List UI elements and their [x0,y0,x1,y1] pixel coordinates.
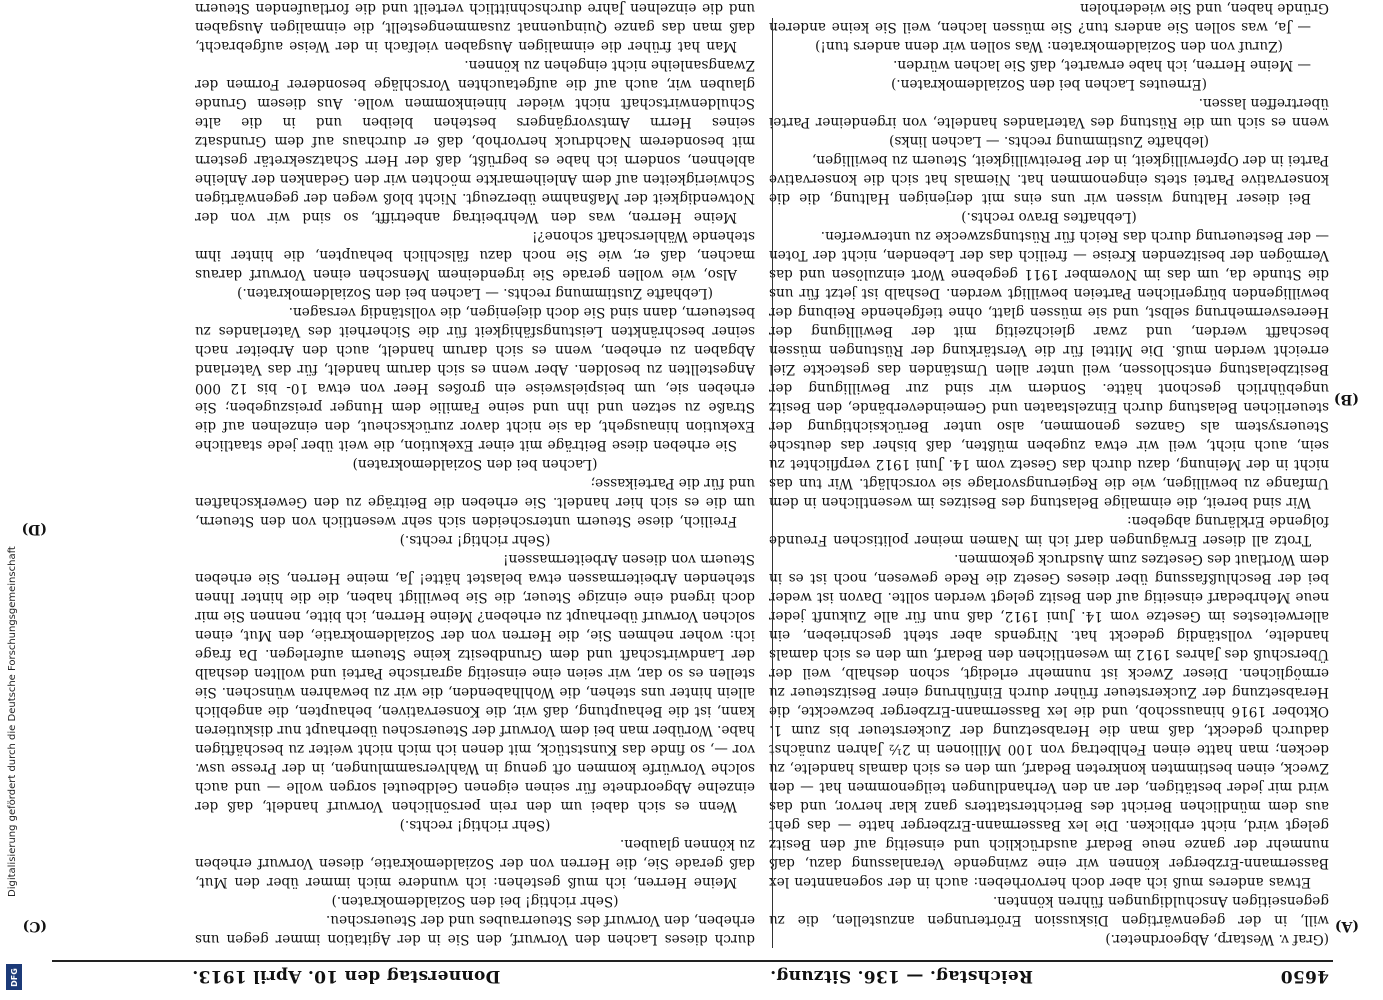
dfg-logo-text: DFG [9,967,19,987]
page-number: 4650 [1280,966,1329,986]
session-title: Reichstag. — 136. Sitzung. [769,966,1033,986]
paragraph: Meine Herren, ich muß gestehen: ich wundere mich immer über den Mut, daß gerade Sie, die Herren von der Sozialdemokratie, diesen Vorwurf erheben zu können glauben. [195,836,755,890]
margin-marker-b: (B) [1333,391,1359,407]
paragraph: — Meine Herren, ich habe erwartet, daß Sie lachen würden. [893,57,1311,73]
header-rule [52,960,1333,962]
paragraph: Bei dieser Haltung wissen wir uns eins mit derjenigen Haltung, die die konservative Partei stets eingenommen hat. Niemals hat sich die konservative Partei in der Opferwilligkeit, in der Bereitwilligkeit, Steuern zu bewilligen, [769,152,1329,206]
interjection: (Erneutes Lachen bei den Sozialdemokraten.) [891,76,1207,92]
left-column [769,0,1329,948]
paragraph: durch dieses Lachen den Vorwurf, den Sie in der Agitation immer gegen uns erheben, den Vorwurf des Steuerraubes und der Steuerscheu. [195,912,755,947]
margin-marker-c: (C) [22,918,47,934]
interjection: (lebhafte Zustimmung rechts. — Lachen links) [889,133,1209,149]
margin-marker-d: (D) [21,521,47,537]
column-divider [772,18,773,948]
scanned-page [21,0,1363,992]
interjection: (Sehr richtig! bei den Sozialdemokraten.) [331,893,619,909]
right-column [195,0,755,948]
paragraph: Etwas anderes muß ich aber doch hervorheben: auch in der sogenannten lex Bassermann-Erzberger können wir eine zwingende Veranlassung dazu, daß nunmehr der ganze neue Bedarf ausdrücklich und einseitig auf den Besitz gelegt wird, nicht erblicken. Die lex Bassermann-Erzberger hatte — das geht aus dem mündlichen Bericht des Berichterstatters ganz klar hervor, und das wird mir jeder bestätigen, der an den Verhandlungen teilgenommen hat — den Zweck, einen bestimmten konkreten Bedarf, um den es sich damals handelte, zu decken; man hatte einen Fehlbetrag von 100 Millionen in 2½ Jahren zunächst dadurch gedeckt, daß man die Herabsetzung der Zuckersteuer bis zum 1. Oktober 1916 hinausschob, und die lex Bassermann-Erzberger bezweckte, die Herabsetzung der Zuckersteuer früher durch Einführung einer Besitzsteuer zu ermöglichen. Dieser Zweck ist nunmehr erledigt, schon deshalb, weil der Überschuß des Jahres 1912 im wesentlichen den Bedarf, um den es sich damals handelte, vollständig gedeckt hat. Nirgends aber steht geschrieben, ein allerweitestes im Gesetze vom 14. Juni 1912, daß nun für alle Zukunft jeder neue Mehrbedarf einseitig auf den Besitz gelegt werden sollte. Davon ist weder bei der Beschlußfassung über dieses Gesetz die Rede gewesen, noch ist es in dem Wortlaut des Gesetzes zum Ausdruck gekommen. [769,551,1329,890]
paragraph: Wenn es sich dabei um den rein persönlichen Vorwurf handelt, daß der einzelne Abgeordnete für seinen eigenen Geldbeutel sorgen wolle — und auch solche Vorwürfe kommen oft genug in Wahlversammlungen, in der Presse usw. vor —, so finde das Kunststück, mit denen ich mich nicht weiter zu beschäftigen habe. Worüber man bei dem Vorwurf der Steuerscheu überhaupt nur diskutieren kann, ist die Behauptung, daß wir, die Konservativen, behaupten, die angeblich allein hinter uns stehen, die Wohlhabenden, die wir zu bewahren wünschen. Sie stellen es so dar, wir seien eine einseitig agrarische Partei und wollten deshalb der Landwirtschaft und dem Grundbesitz keine Steuern auferlegen. Da frage ich: woher nehmen Sie, die Herren von der Sozialdemokratie, den Mut, einen solchen Vorwurf überhaupt zu erheben? Meine Herren, ich bitte, nennen Sie mir doch irgend eine einzige Steuer, die Sie bewilligt haben, die die hinter Ihnen stehenden Arbeitermassen etwa belastet hätte! Ja, meine Herren, Sie erheben Steuern von diesen Arbeitermassen! [195,551,755,814]
speaker-line: (Graf v. Westarp, Abgeordneter.) [1105,931,1329,947]
paragraph: — Ja, was sollen Sie anders tun? Sie müssen lachen, weil Sie keine anderen Gründe haben, und Sie wiederholen [769,0,1329,35]
interjection: (Lebhaftes Bravo rechts.) [961,209,1137,225]
paragraph: Wir sind bereit, die einmalige Belastung des Besitzes im wesentlichen in dem Umfange zu bewilligen, wie die Regierungsvorlage sie vorschlägt. Wir tun das nicht in der Meinung, dazu durch das Gesetz vom 14. Juni 1912 verpflichtet zu sein, auch nicht, weil wir etwa zugeben müßten, daß bisher das deutsche Steuersystem als Ganzes genommen, also unter Berücksichtigung der steuerlichen Belastung durch Einzelstaaten und Gemeindeverbände, den Besitz ungebührlich geschont hätte. Sondern wir sind zur Bewilligung der Besitzbelastung entschlossen, weil unter allen Umständen das gesteckte Ziel erreicht werden muß. Die Mittel für die Verstärkung der Rüstungen müssen beschafft werden, und zwar gleichzeitig mit der Bewilligung der Heeresvermehrung selbst, und sie müssen glatt, ohne tiefgehende Reibung der bewilligenden bürgerlichen Parteien bewilligt werden. Deshalb ist jetzt für uns die Stunde da, um das im November 1911 gegebene Wort einzulösen und das Vermögen der besitzenden Kreise — freilich das der Lebenden, nicht der Toten — der Besteuerung durch das Reich für Rüstungszwecke zu unterwerfen. [769,228,1329,510]
margin-marker-a: (A) [1334,918,1359,934]
paragraph: Freilich, diese Steuern unterscheiden sich sehr wesentlich von den Steuern, um die es sich hier handelt. Sie erheben die Beiträge zu den Gewerkschaften und für die Parteikasse; [195,475,755,529]
paragraph: Sie erheben diese Beiträge mit einer Exekution, die weit über jede staatliche Exekution hinausgeht, da sie nicht davor zurückscheut, den einzelnen auf die Straße zu setzen und ihn und seine Familie dem Hunger preiszugeben; Sie erheben sie, um beispielsweise ein großes Heer von etwa 10- bis 12 000 Angestellten zu besolden. Aber wenn es sich darum handelt, für das Vaterland Abgaben zu erheben, wenn es sich darum handelt, auch den Arbeiter nach seiner beschränkten Leistungsfähigkeit für die Sicherheit des Vaterlandes zu besteuern, dann sind Sie doch diejenigen, die vollständig versagen. [195,304,755,453]
interjection: (Lachen bei den Sozialdemokraten) [352,456,598,472]
session-date: Donnerstag den 10. April 1913. [192,966,501,986]
paragraph: will, in der gegenwärtigen Diskussion Erörterungen anzustellen, die zu gegenseitigen Anschuldigungen führen könnten. [769,893,1329,928]
paragraph: Also, wie wollen gerade Sie irgendeinem Menschen einen Vorwurf daraus machen, daß er, wie Sie noch dazu fälschlich behaupten, die hinter ihm stehende Wählerschaft schone?! [195,228,755,282]
funding-note: Digitalisierung gefördert durch die Deutsche Forschungsgemeinschaft [7,546,18,897]
interjection: (Lebhafte Zustimmung rechts. — Lachen bei den Sozialdemokraten.) [237,285,713,301]
paragraph: Man hat früher die einmaligen Ausgaben vielfach in der Weise aufgebracht, daß man das ganze Quinquennat zusammengestellt, die einmaligen Ausgaben und die einzelnen Jahre durchschnittlich verteilt und die fortlaufenden Steuern [195,0,755,54]
interjection: (Sehr richtig! rechts.) [399,817,551,833]
dfg-logo [6,964,22,990]
interjection: (Sehr richtig! rechts.) [399,532,551,548]
funding-sidebar [4,0,20,1000]
paragraph: wenn es sich um die Rüstung des Vaterlandes handelte, von irgendeiner Partei übertreffen lassen. [769,95,1329,130]
paragraph: Trotz all dieser Erwägungen darf ich im Namen meiner politischen Freunde folgende Erklärung abgeben: [769,513,1329,548]
paragraph: Meine Herren, was den Wehrbeitrag anbetrifft, so sind wir von der Notwendigkeit der Maßnahme überzeugt. Nicht bloß wegen der gegenwärtigen Schwierigkeiten auf dem Anleihemarkte möchten wir den Gedanken der Anleihe ablehnen, sondern ich habe es begrüßt, daß der Herr Schatzsekretär gestern mit besonderem Nachdruck hervorhob, daß er durchaus auf dem Grundsatz seines Herrn Amtsvorgängers bestehen bleiben und in die alte Schuldenwirtschaft nicht wieder hineinkommen wolle. Aus diesem Grunde glauben wir, auch auf die aufgetauchten Vorschläge besonderer Formen der Zwangsanleihe nicht eingehen zu können. [195,57,755,225]
interjection: (Zuruf von den Sozialdemokraten: Was sollen wir denn anders tun!) [815,38,1283,54]
